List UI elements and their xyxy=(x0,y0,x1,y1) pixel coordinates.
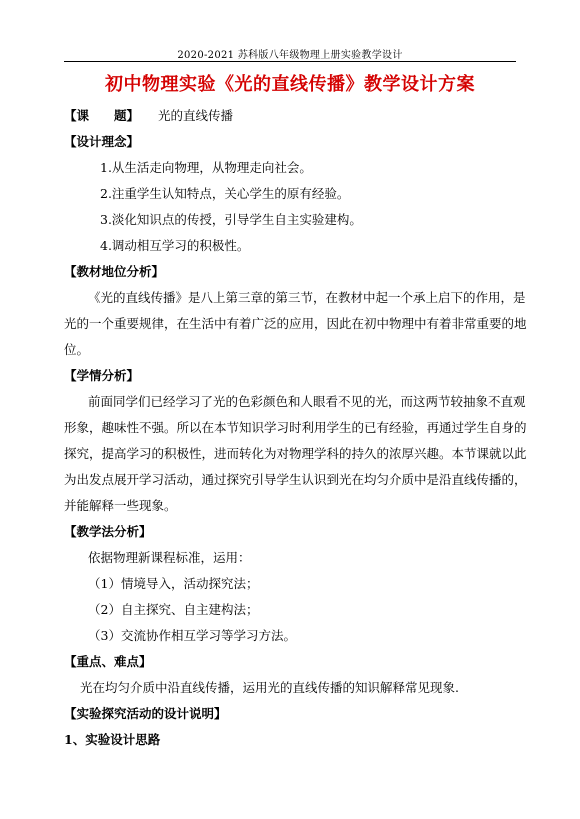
experiment-design-subheading: 1、实验设计思路 xyxy=(64,732,161,747)
design-concept-item: 3.淡化知识点的传授，引导学生自主实验建构。 xyxy=(100,212,362,227)
method-analysis-item: （2）自主探究、自主建构法； xyxy=(88,602,259,617)
design-concept-item: 4.调动相互学习的积极性。 xyxy=(100,238,250,253)
design-concept-item: 1.从生活走向物理，从物理走向社会。 xyxy=(100,160,312,175)
method-analysis-item: （3）交流协作相互学习等学习方法。 xyxy=(88,628,296,643)
student-analysis-line: 并能解释一些现象。 xyxy=(64,498,177,513)
method-analysis-intro: 依据物理新课程标准，运用： xyxy=(88,550,251,565)
key-points-heading: 【重点、难点】 xyxy=(64,654,152,669)
topic-label: 【课 题】 xyxy=(64,108,140,123)
design-concept-item: 2.注重学生认知特点，关心学生的原有经验。 xyxy=(100,186,350,201)
student-analysis-heading: 【学情分析】 xyxy=(64,368,140,383)
material-analysis-line: 《光的直线传播》是八上第三章的第三节，在教材中起一个承上启下的作用，是 xyxy=(88,290,526,305)
method-analysis-heading: 【教学法分析】 xyxy=(64,524,152,539)
material-analysis-line: 光的一个重要规律，在生活中有着广泛的应用，因此在初中物理中有着非常重要的地 xyxy=(64,316,527,331)
material-analysis-line: 位。 xyxy=(64,342,90,357)
design-concept-heading: 【设计理念】 xyxy=(64,134,140,149)
student-analysis-line: 为出发点展开学习活动，通过探究引导学生认识到光在均匀介质中是沿直线传播的， xyxy=(64,472,527,487)
experiment-design-heading: 【实验探究活动的设计说明】 xyxy=(64,706,227,721)
student-analysis-line: 前面同学们已经学习了光的色彩颜色和人眼看不见的光，而这两节较抽象不直观 xyxy=(88,394,526,409)
page-header: 2020-2021 苏科版八年级物理上册实验教学设计 xyxy=(177,50,403,61)
method-analysis-item: （1）情境导入，活动探究法； xyxy=(88,576,259,591)
topic-value: 光的直线传播 xyxy=(158,108,234,123)
material-analysis-heading: 【教材地位分析】 xyxy=(64,264,165,279)
student-analysis-line: 探究，提高学习的积极性，进而转化为对物理学科的持久的浓厚兴趣。本节课就以此 xyxy=(64,446,527,461)
student-analysis-line: 形象，趣味性不强。所以在本节知识学习时利用学生的已有经验，再通过学生自身的 xyxy=(64,420,527,435)
key-points-text: 光在均匀介质中沿直线传播，运用光的直线传播的知识解释常见现象. xyxy=(80,680,459,695)
header-rule xyxy=(64,61,516,62)
document-title: 初中物理实验《光的直线传播》教学设计方案 xyxy=(105,74,475,95)
